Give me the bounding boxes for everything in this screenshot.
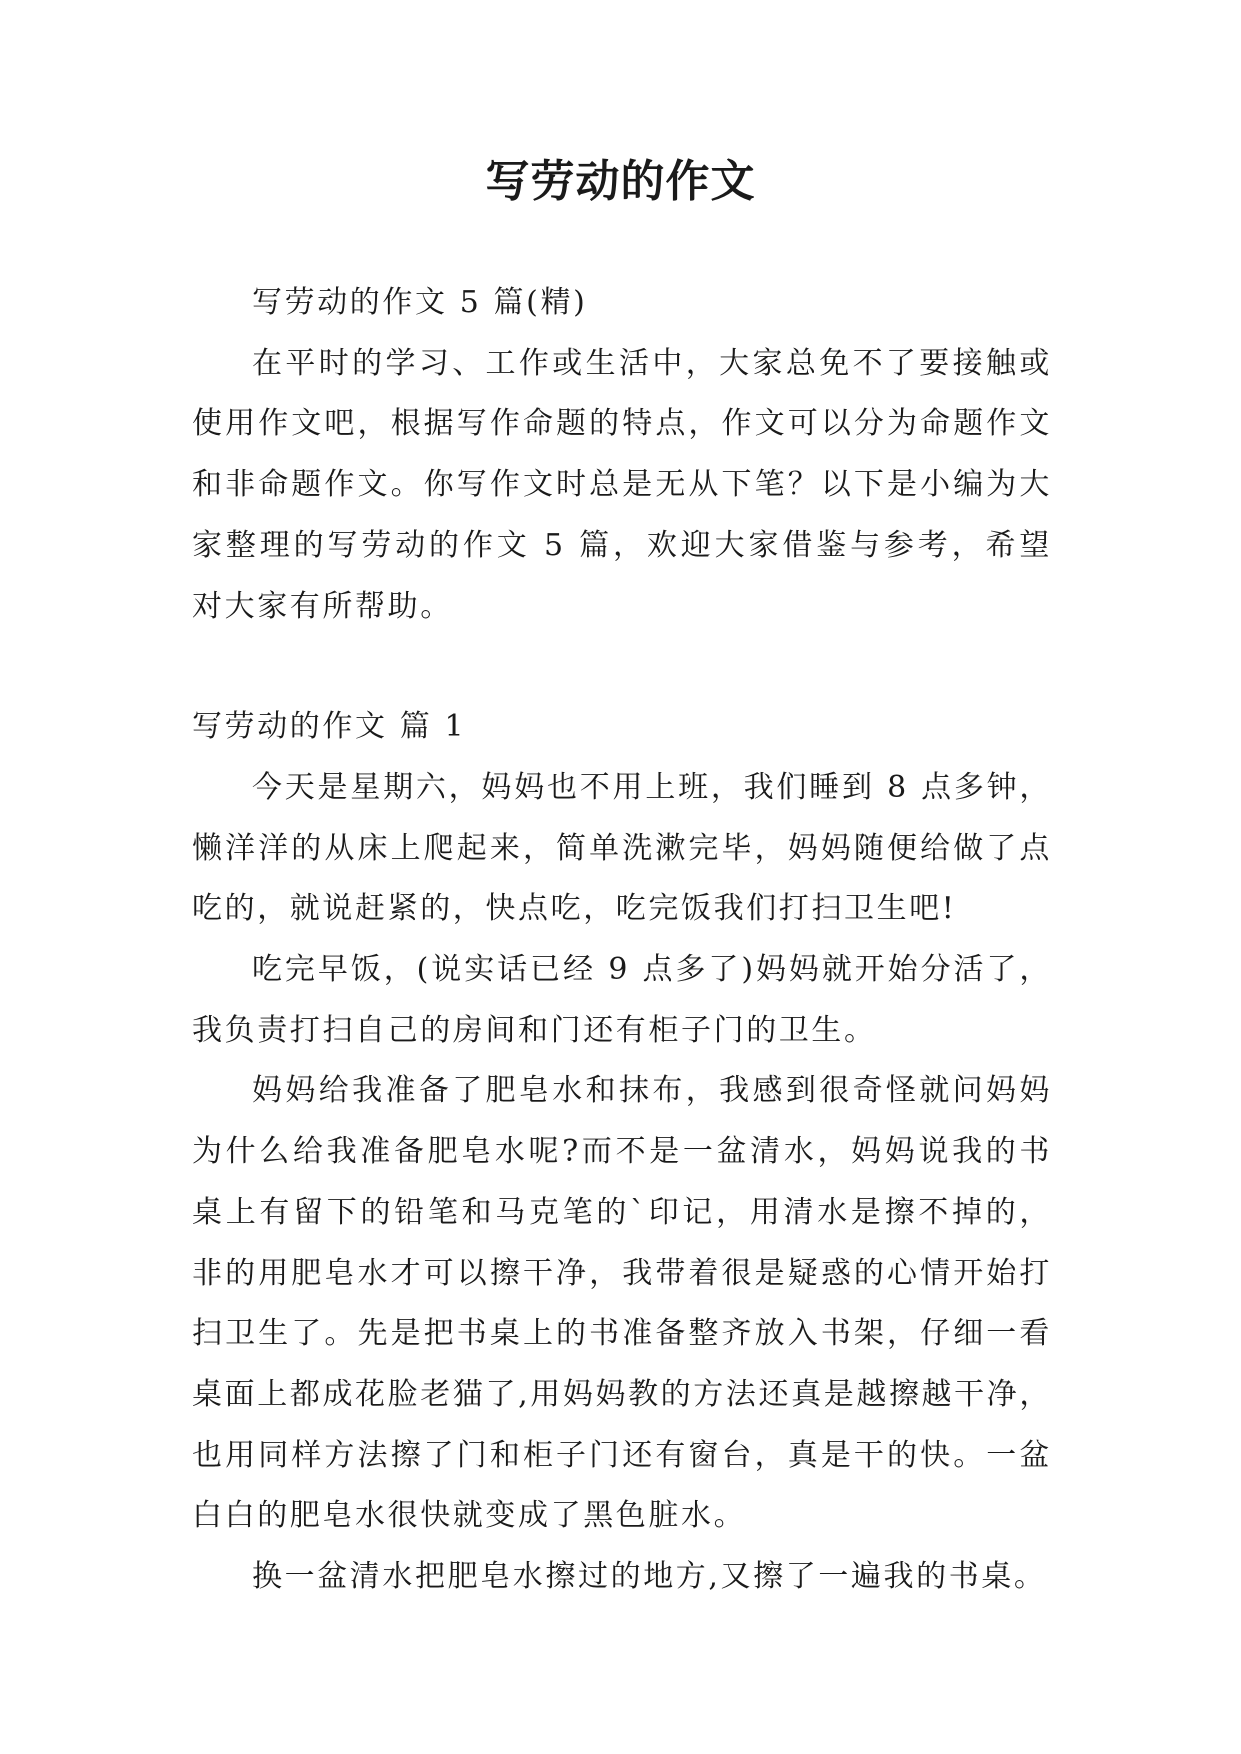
section-paragraph: 吃完早饭，(说实话已经 9 点多了)妈妈就开始分活了，我负责打扫自己的房间和门还有柜子门的卫生。 — [192, 952, 1052, 1048]
document-title: 写劳动的作文 — [485, 156, 756, 207]
intro-subtitle: 写劳动的作文 5 篇(精) — [252, 285, 588, 320]
section-heading: 写劳动的作文 篇 1 — [192, 709, 467, 745]
section-paragraph: 妈妈给我准备了肥皂水和抹布，我感到很奇怪就问妈妈为什么给我准备肥皂水呢?而不是一盆清水，妈妈说我的书桌上有留下的铅笔和马克笔的`印记，用清水是擦不掉的，非的用肥皂水才可以擦干净，我带着很是疑惑的心情开始打扫卫生了。先是把书桌上的书准备整齐放入书架，仔细一看桌面上都成花脸老猫了,用妈妈教的方法还真是越擦越干净，也用同样方法擦了门和柜子门还有窗台，真是干的快。一盆白白的肥皂水很快就变成了黑色脏水。 — [192, 1073, 1052, 1534]
section-paragraph: 换一盆清水把肥皂水擦过的地方,又擦了一遍我的书桌。 — [252, 1559, 1047, 1595]
intro-paragraph: 在平时的学习、工作或生活中，大家总免不了要接触或使用作文吧，根据写作命题的特点，作文可以分为命题作文和非命题作文。你写作文时总是无从下笔？以下是小编为大家整理的写劳动的作文 5 篇，欢迎大家借鉴与参考，希望对大家有所帮助。 — [192, 345, 1052, 624]
section-spacer — [192, 637, 1052, 697]
document-body — [192, 273, 1052, 1608]
section-paragraph: 今天是星期六，妈妈也不用上班，我们睡到 8 点多钟，懒洋洋的从床上爬起来，简单洗漱完毕，妈妈随便给做了点吃的，就说赶紧的，快点吃，吃完饭我们打扫卫生吧! — [192, 769, 1052, 927]
